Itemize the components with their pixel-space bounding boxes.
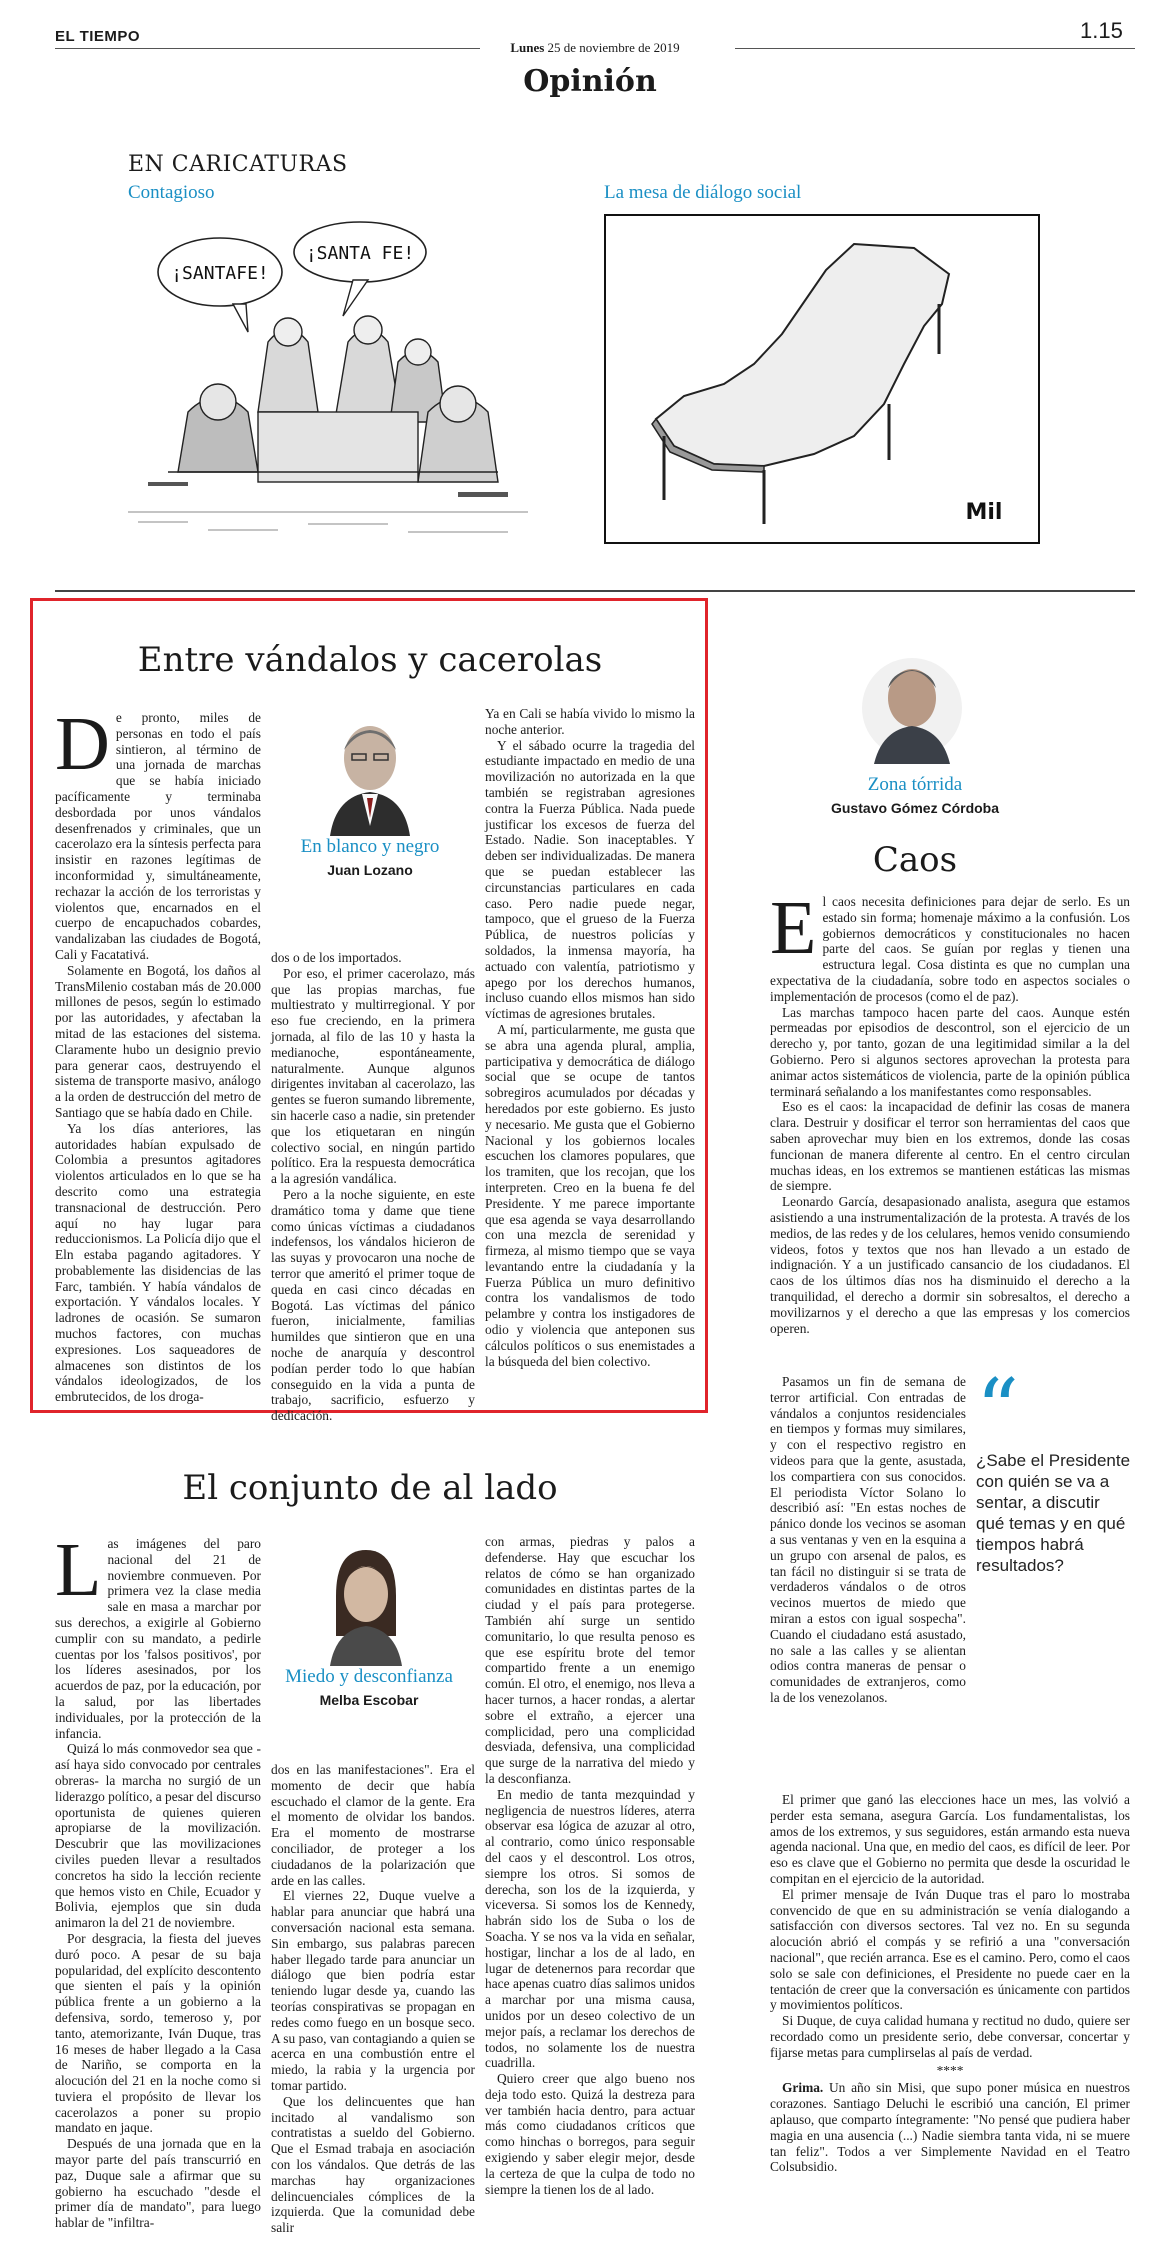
article1-column-1: [55, 702, 261, 1405]
article2-dropcap: L: [55, 1528, 102, 1612]
article1-paragraph: Solamente en Bogotá, los daños al TransMilenio costaban más de 20.000 millones de pesos, según lo estimado por las autoridades, y afectaban la mitad de las estaciones del sistema. Claramente hubo un designio previo para generar caos, destruyendo el sistema de transporte masivo, análogo a la orden de destrucción del metro de Santiago que se había dado en Chile.: [55, 962, 261, 1120]
author-name-melba-escobar: Melba Escobar: [319, 1692, 419, 1708]
author-name-juan-lozano: Juan Lozano: [327, 862, 413, 878]
article1-column-3: [485, 706, 695, 1402]
article1-dropcap: D: [55, 702, 110, 786]
article1-paragraph: A mí, particularmente, me gusta que se abra una agenda plural, amplia, participativa y democrática de diálogo social que se ocupe de tantos sobregiros acumulados por décadas y heredados por este gobierno. Es justo y necesario. Me gusta que el Gobierno Nacional y los gobiernos locales escuchen los clamores populares, que los tramiten, que los recojan, que los interpreten. Creo en la buena fe del Presidente. Y me parece importante que esa agenda se vaya desarrollando con una mezcla de serenidad y firmeza, al mismo tiempo que se vaya levantando entre la ciudadanía y la Fuerza Pública un muro definitivo contra los vandalismos de todo pelambre y contra los instigadores de odio y violencia que anteponen sus cálculos políticos o sus enemistades a la búsqueda del bien colectivo.: [485, 1021, 695, 1369]
article3-paragraph: Si Duque, de cuya calidad humana y rectitud no dudo, quiere ser recordado como un presidente serio, debe conversar, concertar y fijarse metas para cumplirselas al país de verdad.: [770, 2013, 1130, 2060]
article2-paragraph: Quizá lo más conmovedor sea que -así haya sido convocado por centrales obreras- la marcha no surgió de un liderazgo político, a pesar del discurso oportunista de quienes quieren apropiarse de la movilización. Descubrir que las movilizaciones civiles pueden llevar a resultados concretos ha sido la lección reciente que hemos visto en Chile, Ecuador y Bolivia, ejemplos que sin duda animaron la del 21 de noviembre.: [55, 1741, 261, 1931]
cartoon-mesa-image: [604, 214, 1040, 544]
article3-title: Caos: [872, 840, 958, 880]
article1-paragraph: Ya en Cali se había vivido lo mismo la noche anterior.: [485, 706, 695, 737]
article1-paragraph: dos o de los importados.: [271, 950, 402, 965]
cartoon-right-title: La mesa de diálogo social: [604, 182, 802, 203]
article1-paragraph: e pronto, miles de personas en todo el país sintieron, al término de una jornada de marchas que se había iniciado pacíficamente y terminaba desbordada por unos vándalos desenfrenados y criminales, que un cacerolazo era la síntesis perfecta para insistir en razones legítimas de inconformidad y, simultáneamente, rechazar la acción de los terroristas y violentos que, encarnados en el cuerpo de encapuchados cobardes, vandalizaban las ciudades de Bogotá, Cali y Facatativá.: [55, 710, 261, 962]
page-date: [490, 40, 700, 56]
article3-body-top: [770, 886, 1130, 1374]
cartoon-contagioso-image: [128, 212, 528, 552]
cartoon-left-title: Contagioso: [128, 182, 215, 203]
author-photo-juan-lozano: [320, 706, 420, 836]
bubble-text-2: ¡SANTA FE!: [305, 243, 415, 264]
section-title: Opinión: [523, 64, 657, 99]
article2-paragraph: dos en las manifestaciones". Era el momento de decir que había escuchado el clamor de la gente. Era el momento de olvidar los bandos. Era el momento de mostrarse conciliador, de proteger a los ciudadanos de la polarización que arde en las calles.: [271, 1762, 475, 1888]
article1-title: Entre vándalos y cacerolas: [137, 640, 603, 680]
column-name-miedo-y-desconfianza: Miedo y desconfianza: [285, 1666, 453, 1687]
pull-quote: [976, 1361, 1132, 1576]
brand-logo: EL TIEMPO: [55, 28, 141, 45]
date-text: 25 de noviembre de 2019: [547, 40, 680, 55]
article2-paragraph: En medio de tanta mezquindad y negligencia de nuestros líderes, aterra observar esa lógica de azuzar al otro, al contrario, como único responsable del caos y el descontrol. Los otros, siempre los otros. Si somos de derecha, son los de la izquierda, y viceversa. Si somos los de Kennedy, habrán sido los de Suba o los de Soacha. Y se nos va la vida en señalar, hostigar, linchar a los de al lado, en lugar de detenernos para recordar que hace apenas cuatro días salimos unidos a marchar por una misma causa, unidos por un deseo colectivo de un mejor país, a reclamar los derechos de todos, no solamente los de nuestra cuadrilla.: [485, 1786, 695, 2071]
coda-text: Un año sin Misi, que supo poner música en nuestros corazones. Santiago Deluchi le escribió una canción, El primer aplauso, que comparto íntegramente: "No pensé que pudiera haber magia en una ausencia (...) Nadie siembra tanta vida, ni se muere tan feliz". Todos a ver Simplemente Navidad en el Teatro Colsubsidio.: [770, 2080, 1130, 2175]
pull-quote-text: ¿Sabe el Presidente con quién se va a sentar, a discutir qué temas y en qué tiempos habrá resultados?: [976, 1451, 1131, 1575]
article1-paragraph: Y el sábado ocurre la tragedia del estudiante impactado en medio de una movilización no autorizada en la que también se registraban agresiones contra la Fuerza Pública. Nada puede justificar los excesos de fuerza del Estado. Nadie. Son inaceptables. Y deben ser individualizadas. De manera que se puedan establecer las circunstancias particulares en cada caso. Pero nadie puede negar, tampoco, que el grueso de la Fuerza Pública, de nuestros policías y soldados, la inmensa mayoría, ha actuado con valentía, patriotismo y apego por los derechos humanos, incluso cuando ellos mismos han sido víctimas de agresiones brutales.: [485, 737, 695, 1022]
coda-label: Grima.: [782, 2080, 824, 2096]
article2-paragraph: con armas, piedras y palos a defenderse. Hay que escuchar los relatos de cómo se han organizado comunidades en distintas partes de la ciudad y el país para protegerse. También ahí surge un sentido comunitario, lo que resulta penoso es que ese espíritu brote del temor compartido frente a un enemigo común. El otro, el enemigo, nos lleva a hacer turnos, a hacer rondas, a alertar sobre el extraño, a ejercer una complicidad, pero una complicidad desviada, defensiva, una complicidad que surge de la narrativa del miedo y la desconfianza.: [485, 1534, 695, 1786]
author-photo-melba-escobar: [316, 1536, 416, 1666]
article2-column-3: [485, 1534, 695, 2242]
article3-dropcap: E: [770, 886, 817, 970]
article3-paragraph: El primer mensaje de Iván Duque tras el paro lo mostraba convencido de que en su administración se venía dialogando a satisfacción con diversos sectores. Tal vez no. En su segunda alocución abrió el compás y se refirió a una "conversación nacional", que recién arranca. Ese es el camino. Pero, como el caos solo se sale con definiciones, el Presidente no puede caer en la tentación de creer que la conversación es únicamente con partidos y movimientos políticos.: [770, 1886, 1130, 2013]
column-name-zona-torrida: Zona tórrida: [867, 774, 963, 795]
article3-paragraph: Eso es el caos: la incapacidad de definir las cosas de manera clara. Destruir y dosificar el terror son herramientas del caos que saben aprovechar muy bien en los extremos, donde las cosas funcionan de manera diferente al centro. En el centro circulan muchas ideas, en los extremos se mantienen estáticas las mismas de siempre.: [770, 1099, 1130, 1194]
article1-column-2: [271, 950, 475, 1424]
article2-title: El conjunto de al lado: [182, 1468, 558, 1508]
article1-paragraph: Ya los días anteriores, las autoridades habían expulsado de Colombia a presuntos agitadores violentos articulados en lo que se ha descrito como una estrategia transnacional de destrucción. Pero aquí no hay lugar para reduccionismos. La Policía dijo que el Eln estaba pagando agitadores. Y probablemente las disidencias de las Farc, también. Y había vándalos de exportación. Y vándalos locales. Y ladrones de ocasión. Se sumaron muchos factores, con muchas expresiones. Los saqueadores de almacenes son distintos de los vándalos ideologizados, de los embrutecidos, de los droga-: [55, 1120, 261, 1405]
date-weekday: Lunes: [510, 40, 545, 55]
article2-column-2: [271, 1762, 475, 2242]
article3-paragraph: l caos necesita definiciones para dejar de serlo. Es un estado sin forma; homenaje máximo a la confusión. Los gobiernos democráticos y constitucionales no hacen parte del caos. Se guían por reglas y tienen una estructura legal. Cosa distinta es que no cumplan una expectativa de la ciudadanía, sobre todo en aspectos sociales o implementación de procesos (como el de paz).: [770, 894, 1130, 1004]
article2-column-1: [55, 1528, 261, 2242]
author-photo-gustavo-gomez: [862, 644, 962, 772]
article3-body-bottom: [770, 1792, 1130, 2246]
article2-paragraph: Quiero creer que algo bueno nos deja todo esto. Quizá la destreza para ver también hacia dentro, para actuar más como ciudadanos críticos que como hinchas o borregos, para seguir exigiendo y saber elegir mejor, desde la certeza de que la culpa de todo no siempre la tienen los de al lado.: [485, 2071, 695, 2197]
quote-mark-icon: “: [976, 1361, 1019, 1459]
article2-paragraph: Por desgracia, la fiesta del jueves duró poco. A pesar de su baja popularidad, del explícito descontento que sienten el país y la opinión pública frente a un gobierno a la defensiva, sordo, temeroso y, por tanto, atemorizante, Iván Duque, tras 16 meses de haber llegado a la Casa de Nariño, se comporta en la alocución del 21 en la noche como si tuviera el propósito de llevar los cacerolazos a poner su propio mandato en jaque.: [55, 1930, 261, 2136]
article3-paragraph: Las marchas tampoco hacen parte del caos. Aunque estén permeadas por episodios de descontrol, son el ejercicio de un derecho y, por tanto, gozan de una legitimidad similar a la del Gobierno. Pero si algunos sectores aprovechan la protesta para animar actos sistemáticos de violencia, parte de la opinión pública terminará señalando a los manifestantes como responsables.: [770, 1004, 1130, 1099]
article3-stars: ****: [936, 2062, 964, 2078]
article1-paragraph: Por eso, el primer cacerolazo, más que las propias marchas, fue multiestrato y multirregional. Y por eso fue creciendo, en la primera jornada, al filo de las 10 y hasta la medianoche, espontáneamente, naturalmente. Aunque algunos dirigentes invitaban al cacerolazo, las gentes se fueron sumando libremente, sin hacerle caso a nadie, sin pretender que los etiquetaran en ningún colectivo social, en ningún partido político. Era la respuesta democrática a la agresión vandálica.: [271, 965, 475, 1187]
page-number: 1.15: [1080, 18, 1123, 43]
article3-paragraph: Leonardo García, desapasionado analista, asegura que estamos asistiendo a una instrumentalización de la protesta. A través de los medios, de las redes y de los celulares, hemos venido consumiendo videos, fotos y textos que nos han llevado a un estado de indignación. Y a un justificado cansancio de los ciudadanos. El caos de los últimos días nos ha disminuido el derecho a la tranquilidad, el derecho a dormir sin sobresaltos, el derecho a movilizarnos y el derecho a que las empresas y los comercios operen.: [770, 1194, 1130, 1336]
column-name-en-blanco-y-negro: En blanco y negro: [300, 836, 440, 857]
cartoons-header: EN CARICATURAS: [128, 152, 348, 177]
article2-paragraph: Después de una jornada que en la mayor parte del país transcurrió en paz, Duque sale a afirmar que su gobierno ha escuchado "desde el primer día de mandato", para luego hablar de "infiltra-: [55, 2136, 261, 2231]
cartoons-divider: [55, 590, 1135, 592]
bubble-text-1: ¡SANTAFE!: [171, 263, 269, 284]
cartoon-signature: Mil: [965, 500, 1003, 525]
article1-paragraph: Pero a la noche siguiente, en este dramático toma y dame que tiene como únicas víctimas a ciudadanos indefensos, los vándalos hicieron de las suyas y provocaron una noche de terror que ameritó el primer toque de queda en casi cinco décadas en Bogotá. Las víctimas del pánico fueron, inicialmente, familias humildes que sintieron que en una noche de anarquía y descontrol podían perder todo lo que habían conseguido en la vida a punta de trabajo, sacrificio, esfuerzo y dedicación.: [271, 1186, 475, 1424]
article2-paragraph: Que los delincuentes que han incitado al vandalismo son contratistas a sueldo del Gobierno. Que el Esmad trabaja en asociación con los vándalos. Que detrás de las marchas hay organizaciones delincuenciales cómplices de la izquierda. Que la comunidad debe salir: [271, 2093, 475, 2236]
article3-coda: [770, 2080, 1130, 2175]
article3-paragraph: Pasamos un fin de semana de terror artificial. Con entradas de vándalos a conjuntos residenciales en tiempos y formas muy similares, y con el respectivo registro en videos para que la gente, asustada, los compartiera con sus conocidos. El periodista Víctor Solano lo describió así: "En estas noches de pánico donde los vecinos se asoman a sus ventanas y ven en la esquina a un grupo con arsenal de palos, es tan fácil no distinguir si se trata de verdaderos vándalos o de otros vecinos muertos de miedo que miran a estos con igual sospecha". Cuando el ciudadano está asustado, no sale a las calles y se alientan odios contra maneras de pensar o comunidades de extranjeros, como la de los venezolanos.: [770, 1374, 966, 1705]
author-name-gustavo-gomez: Gustavo Gómez Córdoba: [830, 800, 1000, 816]
article3-body-mid: [770, 1374, 966, 1705]
article3-paragraph: El primer que ganó las elecciones hace un mes, las volvió a perder esta semana, asegura García. Los fundamentalistas, los amos de los extremos, y sus seguidores, están armando esta nueva agenda nacional. Una que, en medio del caos, es difícil de leer. Por eso es clave que el Gobierno no permita que desde la oscuridad le compitan en el ejercicio de la autoridad.: [770, 1792, 1130, 1886]
article2-paragraph: as imágenes del paro nacional del 21 de noviembre conmueven. Por primera vez la clase media sale en masa a marchar por sus derechos, a exigirle al Gobierno cumplir con su mandato, a pedirle cuentas por los 'falsos positivos', por los líderes asesinados, por los acuerdos de paz, por la educación, por la salud, por las libertades individuales, por la protección de la infancia.: [55, 1536, 261, 1741]
article2-paragraph: El viernes 22, Duque vuelve a hablar para anunciar que habrá una conversación nacional esta semana. Sin embargo, sus palabras parecen haber llegado tarde para anunciar un diálogo que bien podría estar teniendo lugar desde ya, cuando las teorías conspirativas se propagan en redes como fuego en un bosque seco. A su paso, van contagiando a quien se acerca en una combustión entre el miedo, la rabia y la urgencia por tomar partido.: [271, 1888, 475, 2093]
